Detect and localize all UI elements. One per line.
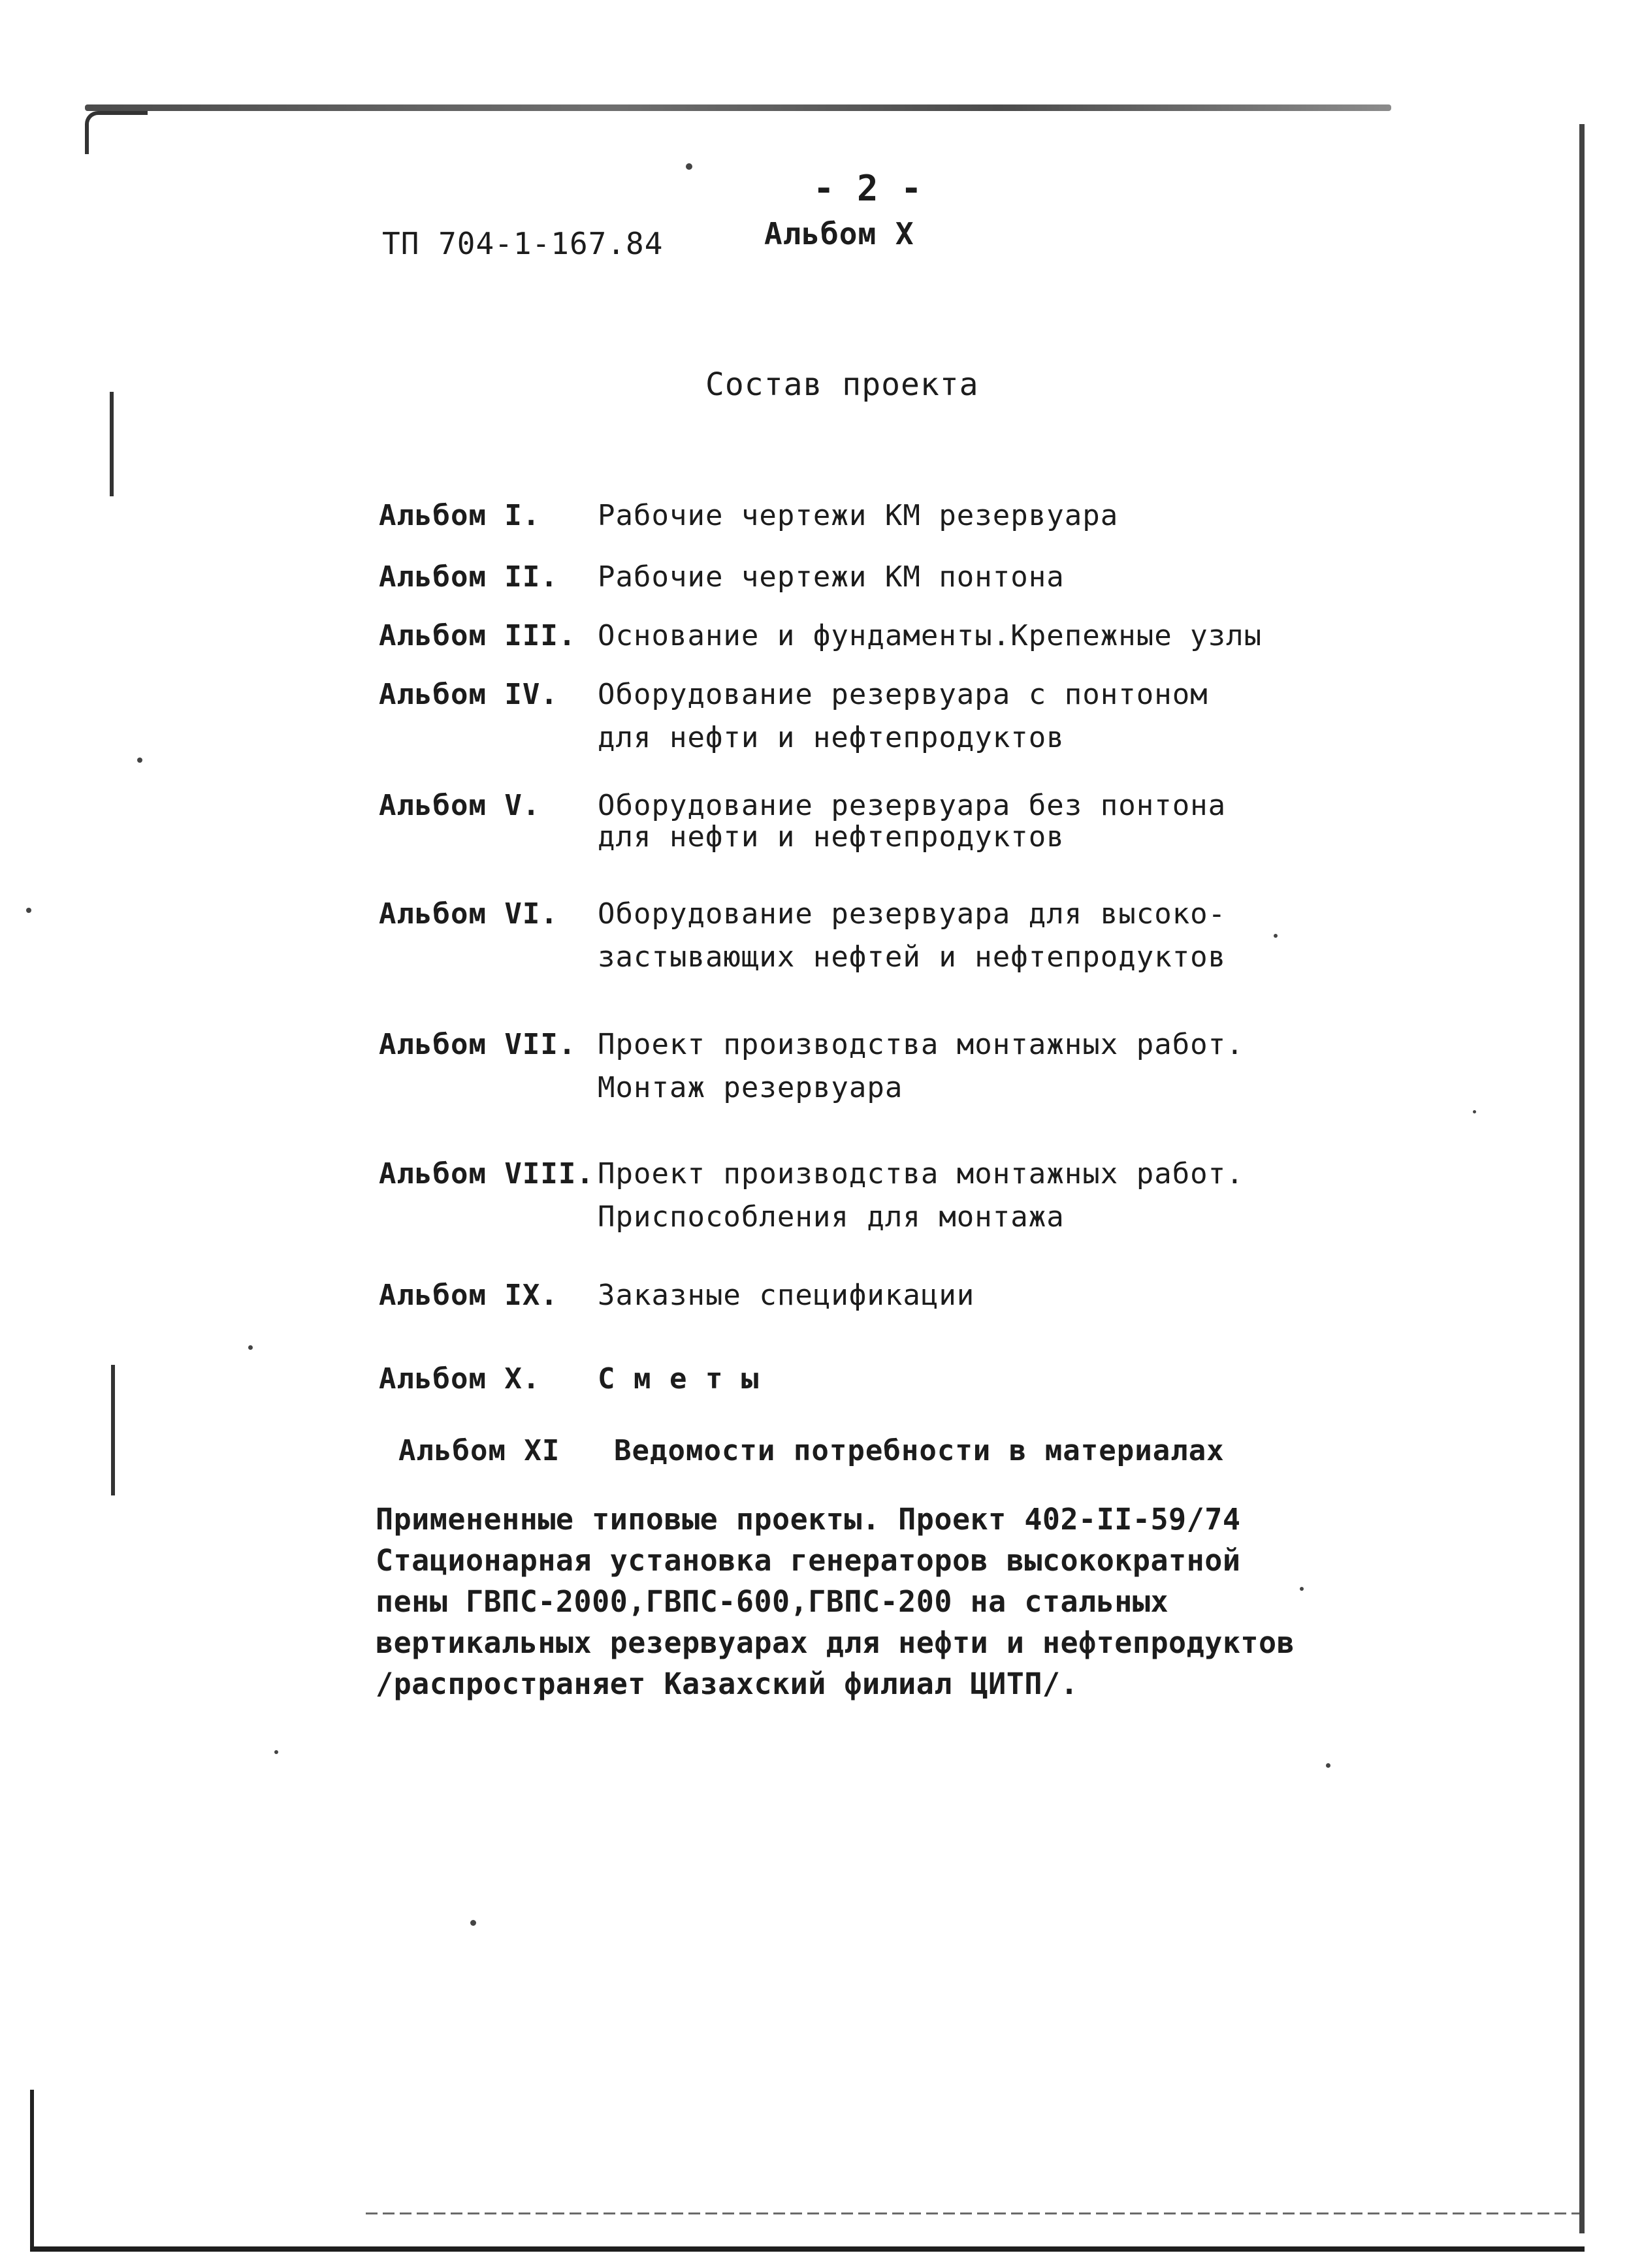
- album-description: [598, 1362, 760, 1396]
- scan-speck: [1274, 934, 1278, 938]
- notes-line: /распространяет Казахский филиал ЦИТП/.: [376, 1667, 1079, 1701]
- scan-left-mark: [111, 1365, 115, 1495]
- album-description-line: Монтаж резервуара: [598, 1071, 903, 1104]
- album-label: Альбом XI: [398, 1434, 560, 1467]
- album-description: [614, 1434, 1225, 1467]
- album-description-line: застывающих нефтей и нефтепродуктов: [598, 940, 1227, 974]
- album-description-line: Основание и фундаменты.Крепежные узлы: [598, 619, 1263, 652]
- album-description-line: Рабочие чертежи КМ резервуара: [598, 499, 1119, 532]
- album-description: [598, 619, 1263, 652]
- album-description: [598, 897, 1227, 974]
- album-label: Альбом II.: [379, 560, 558, 594]
- album-description-line: Рабочие чертежи КМ понтона: [598, 560, 1065, 594]
- album-label: Альбом VI.: [379, 897, 558, 931]
- scan-corner-mark: [85, 111, 148, 154]
- album-label: Альбом III.: [379, 619, 577, 652]
- notes-paragraph: [376, 1499, 1295, 1704]
- album-description: [598, 680, 1208, 752]
- page-number: - 2 -: [813, 168, 923, 209]
- notes-line: пены ГВПС-2000,ГВПС-600,ГВПС-200 на стальных: [376, 1584, 1169, 1619]
- album-description-line: Проект производства монтажных работ.: [598, 1028, 1244, 1061]
- scan-speck: [248, 1345, 253, 1350]
- album-description: [598, 499, 1119, 532]
- scan-speck: [686, 163, 692, 170]
- document-code: ТП 704-1-167.84: [382, 226, 664, 261]
- scan-speck: [26, 908, 31, 913]
- album-description-line: С м е т ы: [598, 1362, 760, 1396]
- album-label: Альбом I.: [379, 499, 541, 532]
- album-label: Альбом IV.: [379, 678, 558, 711]
- album-description: [598, 1030, 1244, 1102]
- album-description-line: Ведомости потребности в материалах: [614, 1434, 1225, 1467]
- album-description: [598, 791, 1226, 852]
- album-description-line: для нефти и нефтепродуктов: [598, 820, 1065, 854]
- album-description-line: Оборудование резервуара без понтона: [598, 789, 1227, 822]
- album-description: [598, 560, 1065, 594]
- album-label: Альбом VIII.: [379, 1157, 594, 1190]
- album-description-line: Заказные спецификации: [598, 1279, 975, 1312]
- notes-line: вертикальных резервуарах для нефти и нефтепродуктов: [376, 1625, 1295, 1660]
- scan-left-mark: [110, 392, 114, 496]
- scan-speck: [470, 1920, 476, 1926]
- section-title: Состав проекта: [705, 366, 979, 403]
- scan-left-edge: [30, 2090, 34, 2250]
- scan-speck: [1300, 1587, 1304, 1591]
- album-description-line: Оборудование резервуара для высоко-: [598, 897, 1227, 931]
- scan-speck: [1326, 1763, 1330, 1768]
- scan-speck: [274, 1750, 278, 1754]
- album-description: [598, 1281, 975, 1310]
- album-label: Альбом X.: [379, 1362, 541, 1396]
- scan-right-edge: [1579, 124, 1585, 2233]
- album-label: Альбом V.: [379, 789, 541, 822]
- album-label: Альбом IX.: [379, 1279, 558, 1312]
- scan-dashed-line: [366, 2212, 1581, 2214]
- scan-speck: [1473, 1110, 1476, 1113]
- scan-top-edge: [85, 104, 1391, 111]
- scan-speck: [137, 758, 142, 763]
- album-description-line: Оборудование резервуара с понтоном: [598, 678, 1208, 711]
- album-description-line: Проект производства монтажных работ.: [598, 1157, 1244, 1190]
- notes-line: Примененные типовые проекты. Проект 402-II-59/74: [376, 1502, 1241, 1537]
- album-description: [598, 1157, 1244, 1234]
- notes-line: Стационарная установка генераторов высокократной: [376, 1543, 1241, 1578]
- album-description-line: Приспособления для монтажа: [598, 1200, 1065, 1234]
- album-label: Альбом VII.: [379, 1028, 577, 1061]
- album-description-line: для нефти и нефтепродуктов: [598, 721, 1065, 754]
- scan-bottom-edge: [30, 2246, 1585, 2252]
- album-header: Альбом X: [764, 216, 914, 251]
